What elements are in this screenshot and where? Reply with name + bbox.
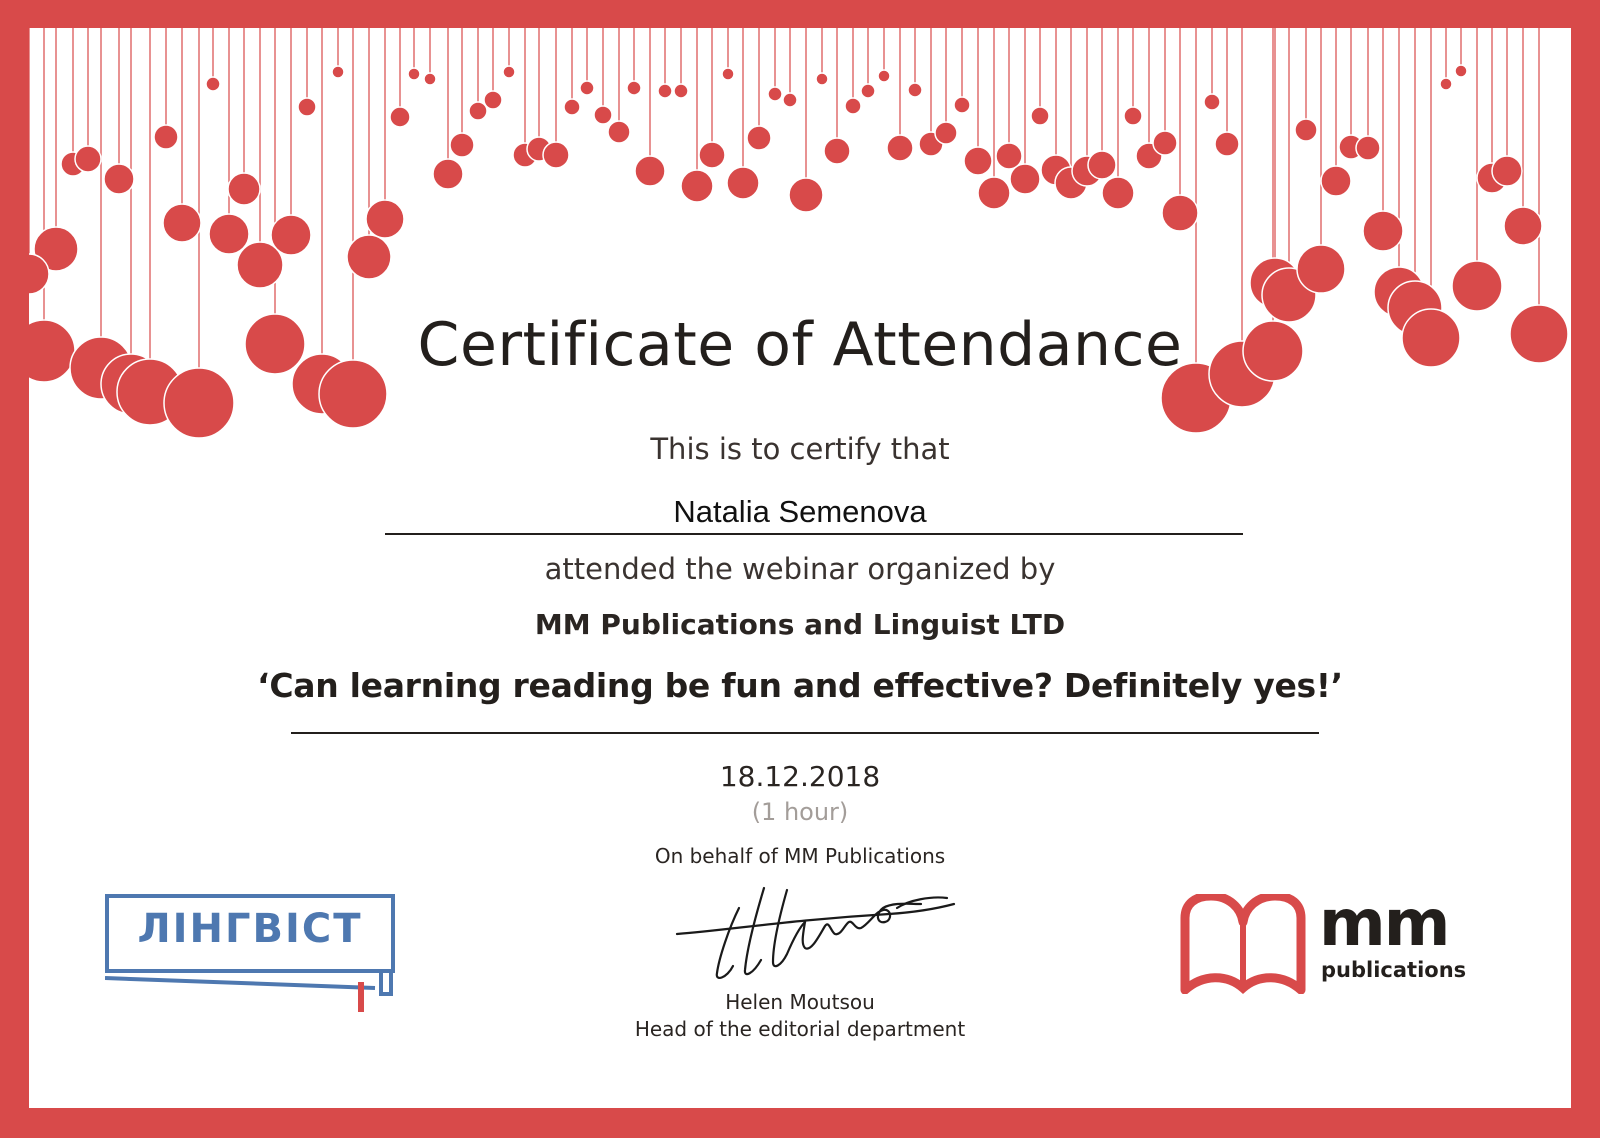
ornament-bauble <box>332 66 344 78</box>
hanging-ornaments-decoration <box>29 28 1571 488</box>
ornament-bauble <box>564 99 580 115</box>
ornament-bauble <box>433 159 463 189</box>
certificate-title: Certificate of Attendance <box>417 310 1183 380</box>
ornament-bauble <box>1295 119 1317 141</box>
ornament-bauble <box>580 81 594 95</box>
lingvist-logo-text: ЛІНГВІСТ <box>137 906 363 952</box>
ornament-bauble <box>228 173 260 205</box>
ornament-bauble <box>1204 94 1220 110</box>
ornament-bauble <box>816 73 828 85</box>
ornament-bauble <box>845 98 861 114</box>
mm-logo-text: mm <box>1319 887 1449 961</box>
webinar-duration: (1 hour) <box>751 798 849 826</box>
ornament-bauble <box>298 98 316 116</box>
ornament-bauble <box>163 204 201 242</box>
ornament-bauble <box>1162 195 1198 231</box>
attended-text: attended the webinar organized by <box>544 552 1056 586</box>
ornament-bauble <box>627 81 641 95</box>
webinar-underline <box>291 732 1319 734</box>
attendee-name: Natalia Semenova <box>673 494 927 529</box>
ornament-bauble <box>1504 207 1542 245</box>
mm-publications-logo <box>1179 888 1479 998</box>
lingvist-logo <box>105 894 405 1024</box>
ornament-bauble <box>1356 136 1380 160</box>
ornament-bauble <box>681 170 713 202</box>
mm-logo-subtext: publications <box>1321 958 1467 982</box>
ornament-bauble <box>658 84 672 98</box>
ornament-bauble <box>964 147 992 175</box>
ornament-bauble <box>1440 78 1452 90</box>
ornament-bauble <box>484 91 502 109</box>
ornament-bauble <box>747 126 771 150</box>
certificate-sheet <box>29 28 1571 1108</box>
ornament-bauble <box>469 102 487 120</box>
ornament-bauble <box>1088 151 1116 179</box>
ornament-bauble <box>1492 156 1522 186</box>
ornament-bauble <box>768 87 782 101</box>
ornament-bauble <box>978 177 1010 209</box>
ornament-bauble <box>1297 245 1345 293</box>
ornament-bauble <box>594 106 612 124</box>
ornament-bauble <box>1455 65 1467 77</box>
ornament-bauble <box>1363 211 1403 251</box>
ornament-bauble <box>783 93 797 107</box>
ornament-bauble <box>1102 177 1134 209</box>
ornament-bauble <box>861 84 875 98</box>
ornament-bauble <box>1215 132 1239 156</box>
ornament-bauble <box>935 122 957 144</box>
ornament-bauble <box>154 125 178 149</box>
ornament-bauble <box>366 200 404 238</box>
ornament-bauble <box>1010 164 1040 194</box>
signer-title: Head of the editorial department <box>634 1017 966 1041</box>
signature-icon <box>669 878 969 988</box>
signer-name: Helen Moutsou <box>725 990 875 1014</box>
ornament-bauble <box>450 133 474 157</box>
ornament-bauble <box>1124 107 1142 125</box>
ornament-bauble <box>722 68 734 80</box>
on-behalf-text: On behalf of MM Publications <box>654 844 946 868</box>
ornament-bauble <box>1452 261 1502 311</box>
webinar-title: ‘Can learning reading be fun and effective? Definitely yes!’ <box>257 666 1343 705</box>
ornament-bauble <box>887 135 913 161</box>
bookmark-icon <box>105 894 405 1024</box>
ornament-bauble <box>104 164 134 194</box>
ornament-bauble <box>347 235 391 279</box>
ornament-bauble <box>543 142 569 168</box>
organizers: MM Publications and Linguist LTD <box>534 608 1066 641</box>
ornament-bauble <box>206 77 220 91</box>
ornament-bauble <box>408 68 420 80</box>
ornament-bauble <box>1321 166 1351 196</box>
ornament-bauble <box>824 138 850 164</box>
ornament-bauble <box>503 66 515 78</box>
name-underline <box>385 533 1243 535</box>
ornament-bauble <box>1153 131 1177 155</box>
ornament-bauble <box>390 107 410 127</box>
ornament-bauble <box>908 83 922 97</box>
ornament-bauble <box>635 156 665 186</box>
ornament-bauble <box>271 215 311 255</box>
ornament-bauble <box>727 167 759 199</box>
ornament-bauble <box>699 142 725 168</box>
ornament-bauble <box>878 70 890 82</box>
ornament-bauble <box>209 214 249 254</box>
ornament-bauble <box>674 84 688 98</box>
ornament-bauble <box>954 97 970 113</box>
open-book-icon <box>1179 894 1309 994</box>
certify-text: This is to certify that <box>650 432 950 466</box>
ornament-bauble <box>1031 107 1049 125</box>
ornament-bauble <box>608 121 630 143</box>
ornament-bauble <box>75 146 101 172</box>
ornament-bauble <box>424 73 436 85</box>
ornament-bauble <box>789 178 823 212</box>
webinar-date: 18.12.2018 <box>719 760 881 793</box>
